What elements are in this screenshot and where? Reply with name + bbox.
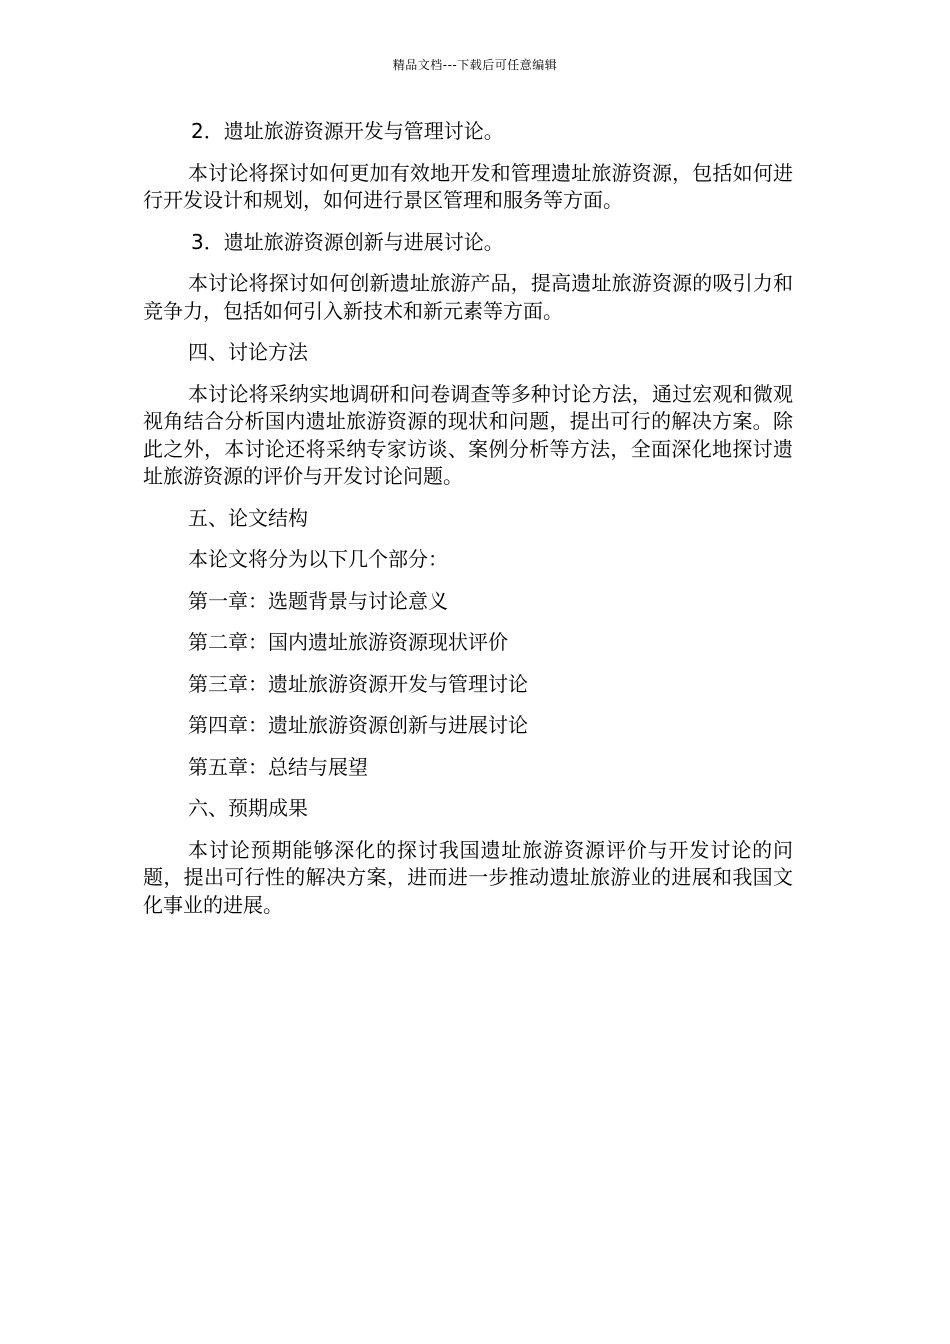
paragraph-structure-intro: 本论文将分为以下几个部分： xyxy=(188,547,448,571)
paragraph-innovation-progress: 本讨论将探讨如何创新遗址旅游产品，提高遗址旅游资源的吸引力和竞争力，包括如何引入新技术和新元素等方面。 xyxy=(143,271,793,323)
section-heading-innovation-progress: 3．遗址旅游资源创新与进展讨论。 xyxy=(191,229,504,254)
section-heading-structure: 五、论文结构 xyxy=(188,505,308,530)
paragraph-development-management: 本讨论将探讨如何更加有效地开发和管理遗址旅游资源，包括如何进行开发设计和规划，如何进行景区管理和服务等方面。 xyxy=(143,160,793,212)
page-header: 精品文档---下载后可任意编辑 xyxy=(392,58,558,72)
section-heading-development-management: 2．遗址旅游资源开发与管理讨论。 xyxy=(191,119,504,143)
chapter-item-3: 第三章：遗址旅游资源开发与管理讨论 xyxy=(188,671,528,696)
chapter-item-5: 第五章：总结与展望 xyxy=(188,754,368,779)
section-heading-expected-results: 六、预期成果 xyxy=(188,796,308,820)
section-heading-methods: 四、讨论方法 xyxy=(188,340,308,364)
chapter-item-1: 第一章：选题背景与讨论意义 xyxy=(188,588,448,613)
paragraph-methods: 本讨论将采纳实地调研和问卷调查等多种讨论方法，通过宏观和微观视角结合分析国内遗址旅游资源的现状和问题，提出可行的解决方案。除此之外，本讨论还将采纳专家访谈、案例分析等方法，全面深化地探讨遗址旅游资源的评价与开发讨论问题。 xyxy=(143,381,793,488)
chapter-item-2: 第二章：国内遗址旅游资源现状评价 xyxy=(188,630,508,654)
document-body xyxy=(143,118,793,933)
chapter-item-4: 第四章：遗址旅游资源创新与进展讨论 xyxy=(188,713,528,737)
paragraph-expected-results: 本讨论预期能够深化的探讨我国遗址旅游资源评价与开发讨论的问题，提出可行性的解决方案，进而进一步推动遗址旅游业的进展和我国文化事业的进展。 xyxy=(143,837,793,917)
